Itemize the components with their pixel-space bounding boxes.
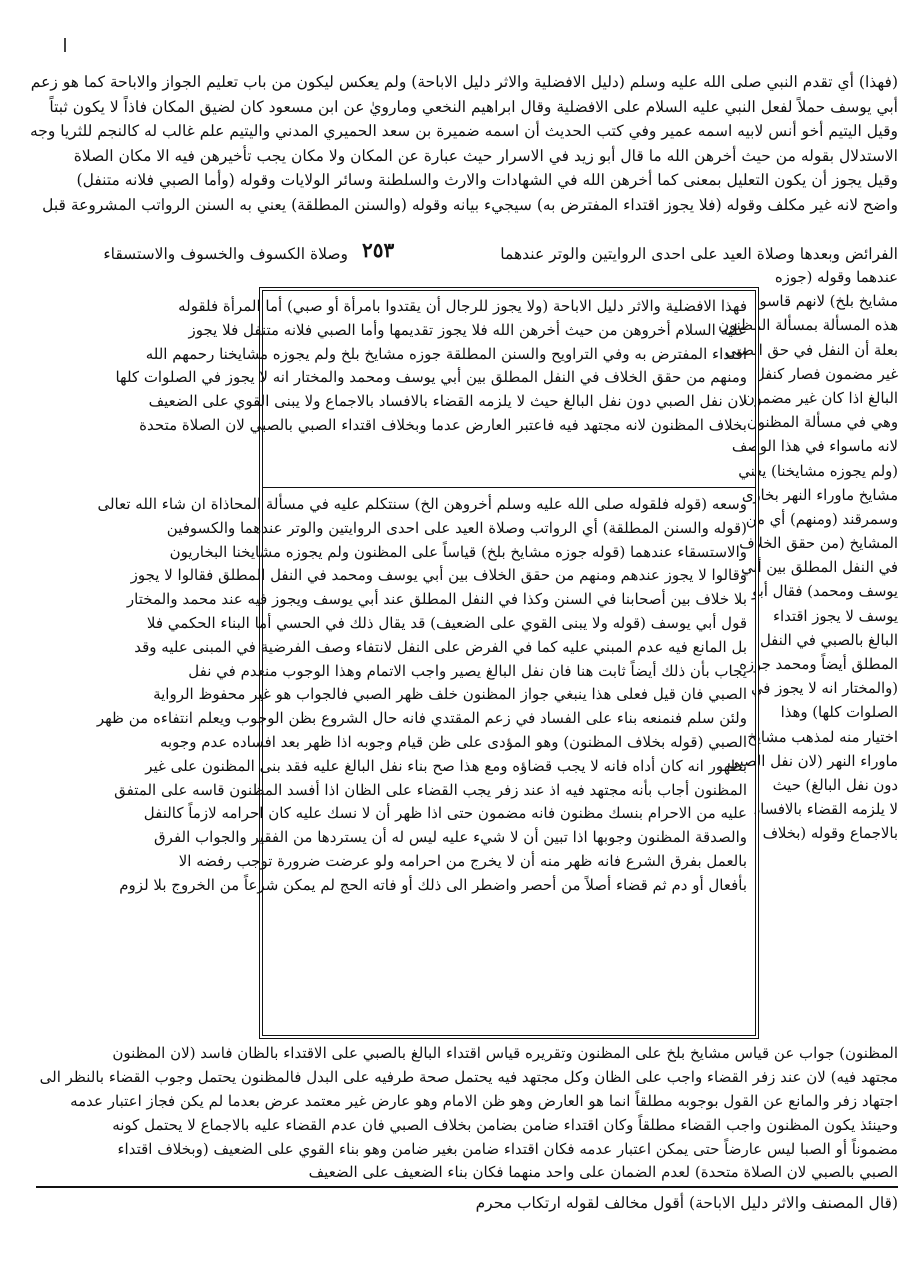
text-line: مشايخ ماوراء النهر بخارى [741,486,898,504]
text-line [273,898,747,922]
text-line: المشايخ (من حقق الخلاف [739,535,898,553]
page-number: ٢٥٣ [362,238,395,262]
text-line: في النفل المطلق بين أبي [741,559,898,577]
text-line: وحينئذ يكون المظنون واجب القضاء مطلقاً وكان اقتداء ضامن بضامن بخلاف الصبي فان عدم القضاء عليه بالاجماع لا يحتمل كونه [112,1115,898,1134]
text-line: (والمختار انه لا يجوز في [750,680,898,698]
text-line [760,992,898,1016]
text-line: ومنهم من حقق الخلاف في النفل المطلق بين أبي يوسف ومحمد والمختار انه لا يجوز في الصلوات كلها [115,368,747,387]
text-line: واضح لانه غير مكلف وقوله (فلا يجوز اقتداء المفترض به) سيجيء بيانه وقوله (والسنن المطلقة) يعني به السنن الرواتب المشروعة قبل [42,195,898,214]
text-line: أبي يوسف حملاً لفعل النبي عليه السلام على الافضلية وقال ابراهيم النخعي ومارويٰ عن ابن مسعود كان لضيق المكان فاذاً لا يكون ثبتاً [49,97,898,116]
text-line [760,847,898,871]
text-line: وقالوا لا يجوز عندهم ومنهم من حقق الخلاف بين أبي يوسف ومحمد في النفل المطلق فقالوا لا يجوز [130,566,747,585]
text-line: الصلوات كلها) وهذا [780,704,898,722]
text-line: (قال المصنف والاثر دليل الاباحة) أقول مخالف لقوله ارتكاب محرم [475,1194,898,1212]
text-line: ولئن سلم فنمنعه بناء على الفساد في زعم المقتدي فانه حال الشروع بظن الوجوب ويعلم انتفاءه من ظهر [96,709,747,728]
text-line: قول أبي يوسف (قوله ولا يبنى القوي على الضعيف) قد يقال ذلك في الحسي أما البناء الحكمي فلا [146,613,747,632]
text-line: دون نفل البالغ) حيث [772,776,898,794]
text-line: بالعمل بفرق الشرع فانه ظهر منه أن لا يخرج من احرامه ولو عرضت ضرورة توجب رفضه الا [178,851,747,870]
footer-rule [36,1186,898,1188]
text-line: بخلاف المظنون لانه مجتهد فيه فاعتبر العارض عدما وبخلاف اقتداء الصبي بالصبي لان الصلاة متحدة [139,415,747,434]
main-text-frame [96,290,756,1036]
text-line: المظنون) جواب عن قياس مشايخ بلخ على المظنون وتقريره قياس اقتداء البالغ بالصبي على الاقتداء بالظان فاسد (لان المظنون [112,1044,898,1062]
text-line [760,943,898,967]
text-line [273,438,747,462]
text-line: وقيل يجوز أن يكون التعليل بمعنى كما أخرهن الله في الشهادات والارث والسلطنة وسائر الولايات وقوله (وأما الصبي فلانه متنفل) [76,171,898,190]
text-line: عليه من الاحرام بنسك مظنون فانه مضمون حتى اذا ظهر أن لا نسك عليه كان احرامه لازماً كالنفل [143,804,747,823]
text-line: البالغ اذا كان غير مضمون [743,389,898,407]
text-line: وقيل اليتيم أخو أنس لابيه اسمه عمير وفي كتب الحديث أن اسمه ضميرة بن سعد الحميري المدني واليتيم علم غالب له كالنجم للثريا وجه [29,122,898,141]
footer-note [36,1190,898,1216]
text-line [273,462,747,486]
text-line: وصلاة الكسوف والخسوف والاستسقاء [103,245,348,263]
text-line: الصبي (قوله بخلاف المظنون) وهو المؤدى على ظن قيام وجوبه اذا ظهر بعد افساده عدم وجوبه [159,732,747,751]
text-line: بل المانع فيه عدم المبني عليه كما في الفرض على النفل لانتفاء وصف الفرضية في المبنى عليه وقد [134,637,747,656]
text-line: المظنون أجاب بأنه مجتهد فيه اذ عند زفر يجب القضاء على الظان اذا أفسد المظنون قاسه على المتفق [114,780,747,799]
text-line [273,993,747,1017]
top-commentary [29,70,898,242]
text-line-after-page-number [36,242,348,267]
text-line: غير مضمون فصار كنفل [753,365,898,383]
text-line: مجتهد فيه) لان عند زفر القضاء واجب على الظان وكل مجتهد فيه يحتمل صحة طرفيه على البدل فالمظنون يحتمل وجوب القضاء بالنظر الى [39,1067,898,1086]
text-line: هذه المسألة بمسألة المظنون [718,317,898,335]
text-line: اجتهاد زفر والمانع عن القول بوجوبه مطلقاً انما هو العارض وهو ظن الامام وهو عارض غير معتمد عرض بعدما لم يكن فجاز اعتبار عدمه [70,1091,898,1110]
text-line: بلا خلاف بين أصحابنا في السنن وكذا في النفل المطلق عند أبي يوسف ويجوز فيه عند محمد والمختار [126,590,747,609]
text-line: لانه ماسواء في هذا الوصف [731,438,898,456]
text-line [760,871,898,895]
text-line: لان نفل الصبي دون نفل البالغ حيث لا يلزمه القضاء بالافساد بالاجماع ولا يبنى القوي على الضعيف [148,392,747,411]
text-line: لا يلزمه القضاء بالافساد [753,801,898,819]
main-text-section [115,295,747,485]
text-line: فهذا الافضلية والاثر دليل الاباحة (ولا يجوز للرجال أن يقتدوا بامرأة أو صبي) أما المرأة فلقوله [178,297,747,315]
text-line: الاستدلال بقوله من حيث أخرهن الله ما قال أبو زيد في الاسرار حيث عبارة عن المكان ولا مكان يجب تأخيرهن فيه الا مكان الصلاة [73,146,898,165]
bottom-commentary [36,1042,898,1185]
text-line: (ولم يجوزه مشايخنا) يعني [738,462,898,480]
text-line [273,921,747,945]
text-line: البالغ بالصبي في النفل [759,631,898,649]
text-line [760,919,898,943]
text-line: بظهور انه كان أداه فانه لا يجب قضاؤه ومع هذا صح بناء نفل البالغ عليه فقد بنى المظنون على غير [145,756,747,775]
text-line: مضموناً أو الصبا ليس عارضاً حتى يمكن اعتبار عدمه فكان اقتداء ضامن بغير ضامن وهو بناء القوي على الضعيف (وبخلاف اقتداء [117,1139,898,1158]
text-line [273,969,747,993]
text-line: (قوله والسنن المطلقة) أي الرواتب وصلاة العيد على احدى الروايتين والوتر عندهما والكسوفين [166,518,747,537]
text-line: بعلة أن النفل في حق الصبي [724,341,898,359]
text-line: عندهما وقوله (جوزه [774,269,898,286]
text-line [760,895,898,919]
text-line: اقتداء المفترض به وفي التراويح والسنن المطلقة جوزه مشايخ بلخ ولم يجوزه مشايخنا رحمهم الله [145,344,747,363]
text-line [273,945,747,969]
text-line: المطلق أيضاً ومحمد جوزه [739,656,898,673]
text-line: الصبي بالصبي لان الصلاة متحدة) لعدم الضمان على واحد منهما فكان بناء الضعيف على الضعيف [308,1163,898,1182]
side-commentary-column [718,266,898,1088]
text-line: يوسف ومحمد) فقال أبو [752,583,898,601]
text-line: وسمرقند (ومنهم) أي من [745,510,898,528]
text-line [273,1017,747,1041]
text-line: مشايخ بلخ) لانهم قاسوا [755,293,898,311]
text-line: والصدقة المظنون وجوبها اذا تبين أن لا شيء عليه ليس له أن يستردها من الفقير والجواب الفرق [154,828,747,847]
text-line [760,1016,898,1040]
text-line: الصبي فان قيل فعلى هذا ينبغي جواز المظنون خلف ظهر الصبي فالجواب هو غير محفوظ الرواية [153,685,747,704]
text-line: عليه السلام أخروهن من حيث أخرهن الله فلا يجوز تقديمها وأما الصبي فلانه متنفل فلا يجوز [188,320,747,339]
text-line: بأفعال أو دم ثم قضاء أصلاً من أحصر واضطر الى ذلك أو فاته الحج لم يمكن شرعاً من الخروج بلا لزوم [119,875,747,894]
text-line: وسعه (قوله فلقوله صلى الله عليه وسلم أخروهن الخ) سنتكلم عليه في مسألة المحاذاة ان شاء الله تعالى [97,495,747,513]
gloss-section [96,493,747,1040]
text-line: ماوراء النهر (لان نفل الصبي [727,752,898,770]
text-line: اختيار منه لمذهب مشايخ [747,728,898,746]
text-line [36,218,898,243]
text-line-before-page-number [460,242,898,267]
binding-mark [64,38,66,52]
section-divider [263,487,755,488]
text-line: يوسف لا يجوز اقتداء [773,607,898,625]
text-line: بالاجماع وقوله (بخلاف [762,825,898,843]
text-line: يجاب بأن ذلك أيضاً ثابت هنا فان نفل البالغ يصير واجب الاتمام وهذا الوجوب منعدم في نفل [188,661,747,680]
text-line: وهي في مسألة المظنون [746,414,898,432]
text-line: الفرائض وبعدها وصلاة العيد على احدى الروايتين والوتر عندهما [500,245,898,263]
text-line: (فهذا) أي تقدم النبي صلى الله عليه وسلم (دليل الافضلية والاثر دليل الاباحة) ولم يعكس ليكون من باب تعليم الجواز والاباحة كما هو زعم [30,73,898,91]
text-line: والاستسقاء عندهما (قوله جوزه مشايخ بلخ) قياساً على المظنون ولم يجوزه مشايخنا البخاريون [169,542,747,561]
text-line [760,967,898,991]
